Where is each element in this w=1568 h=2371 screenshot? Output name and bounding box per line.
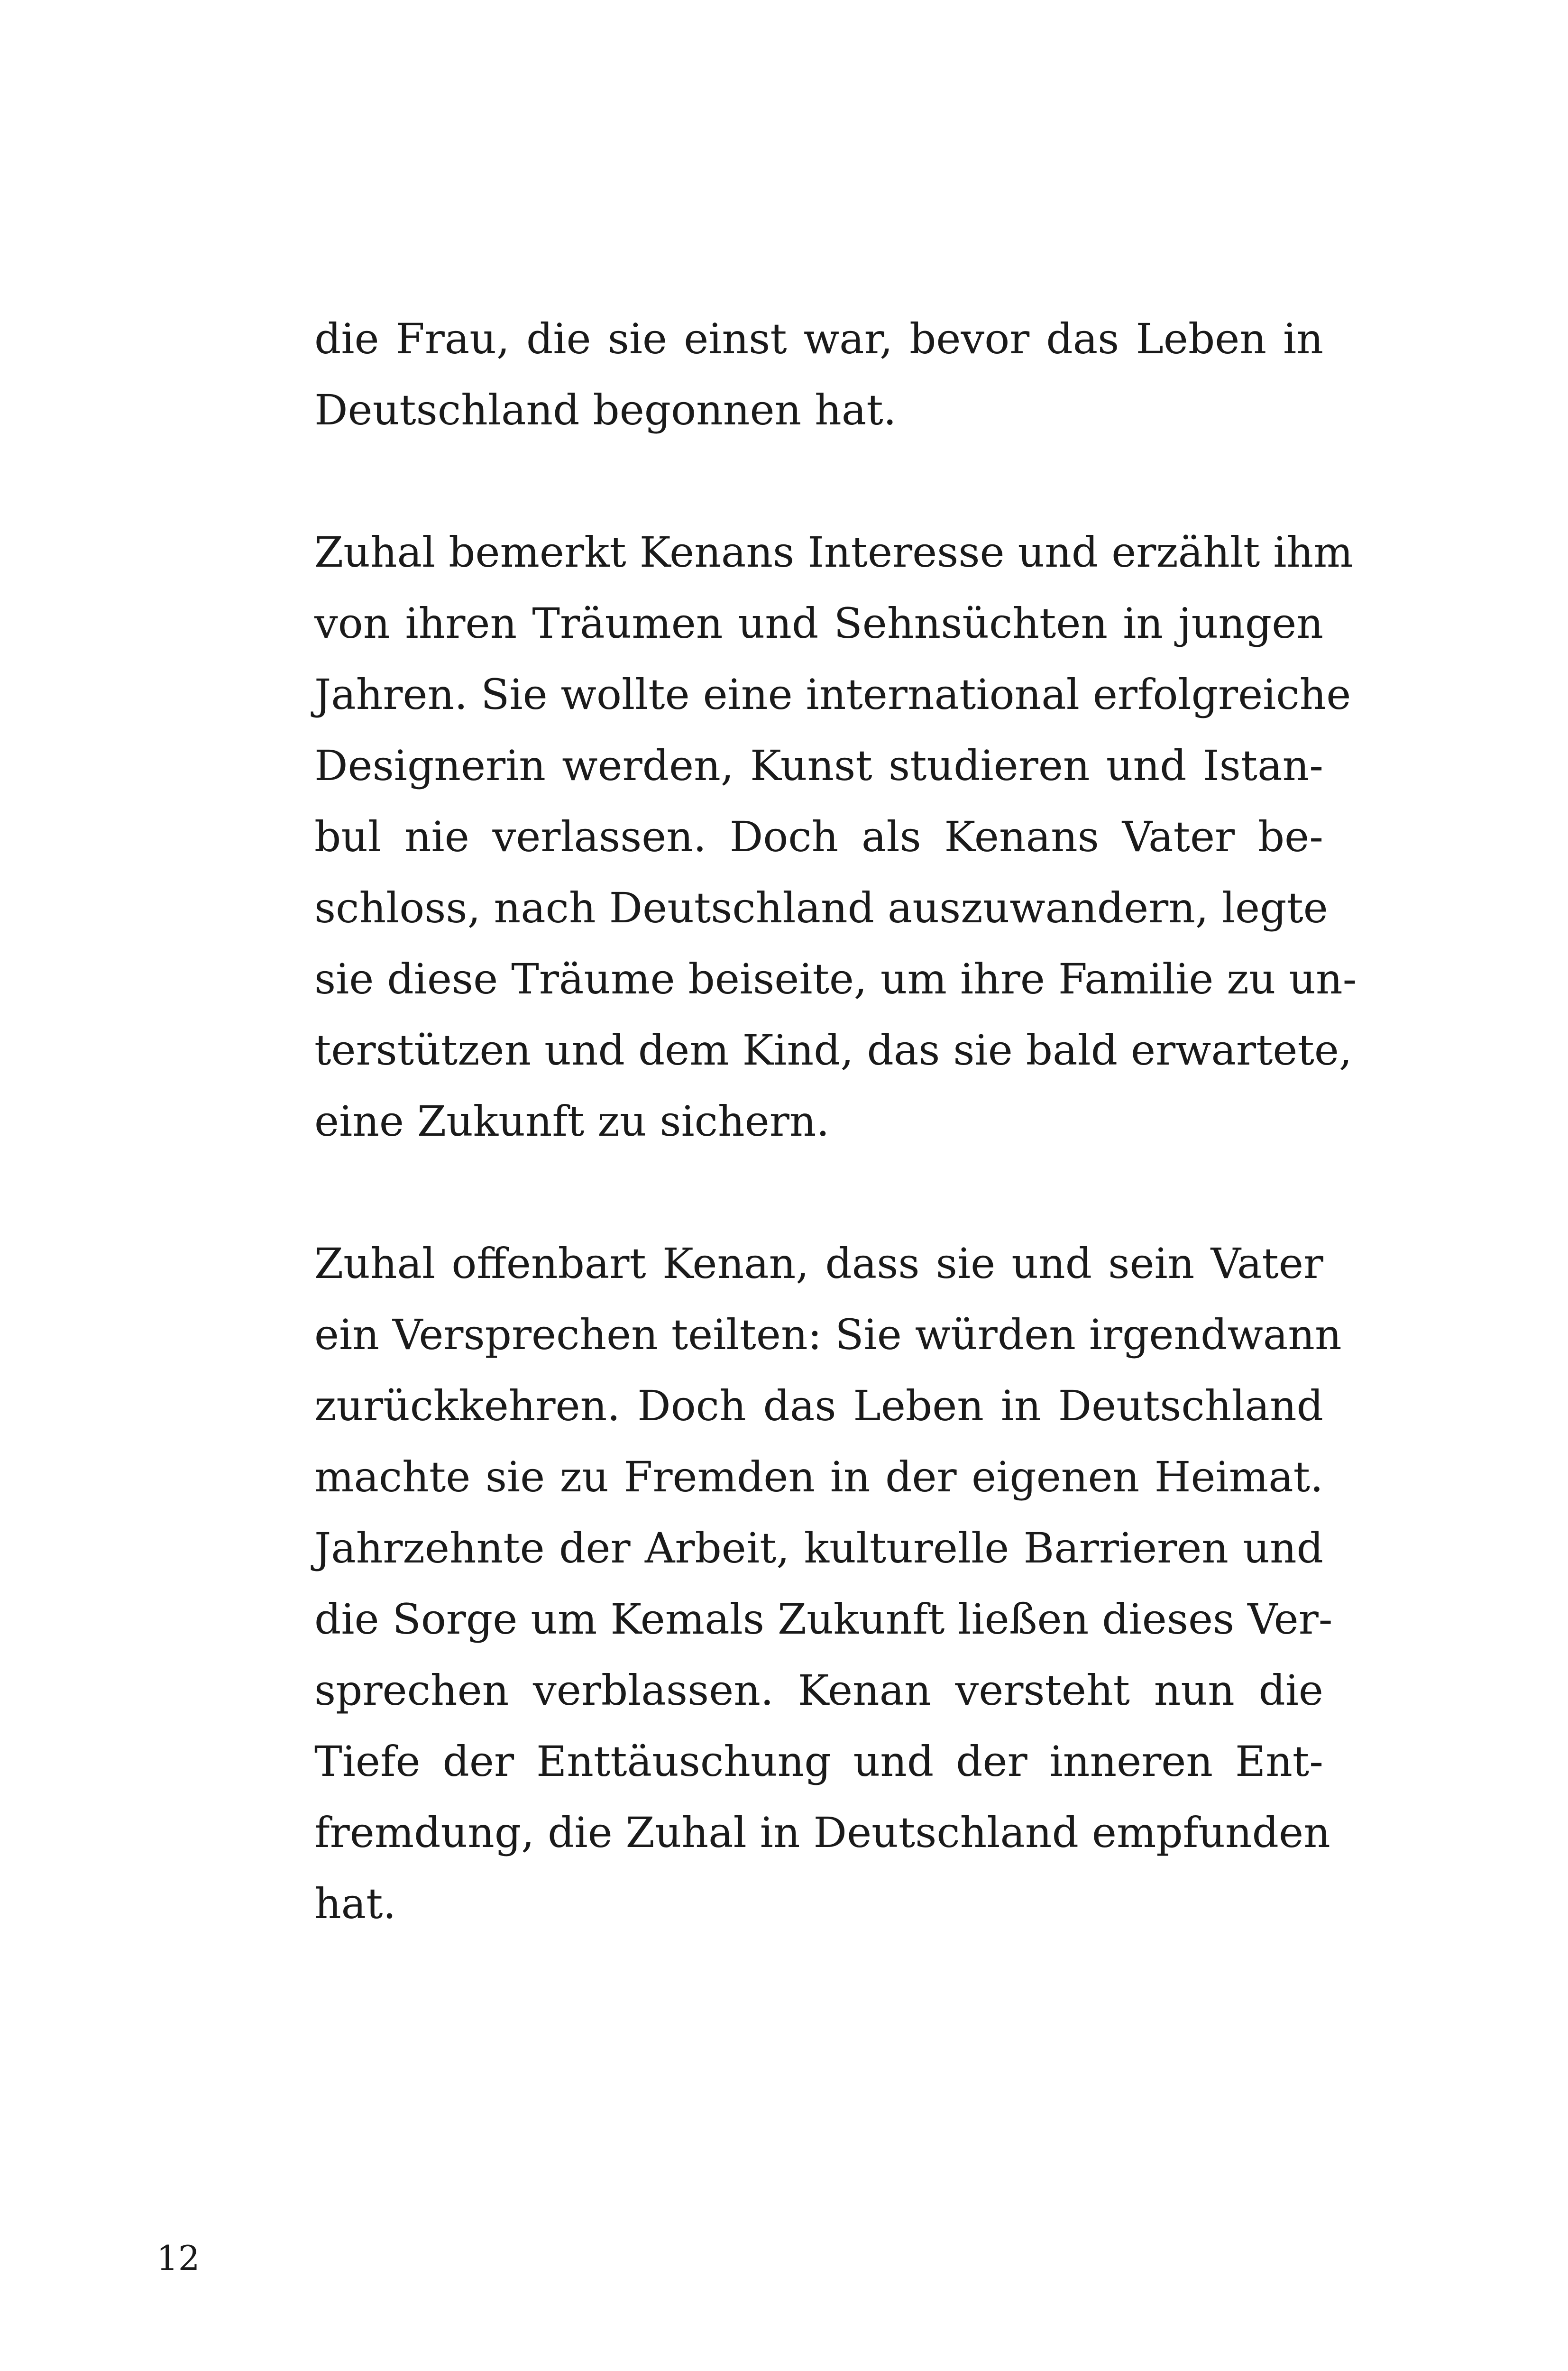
text-line: terstützen und dem Kind, das sie bald erwartete, [314, 1026, 1352, 1075]
text-line: Zuhal offenbart Kenan, dass sie und sein Vater [314, 1239, 1323, 1288]
text-line: sie diese Träume beiseite, um ihre Familie zu un- [314, 955, 1357, 1003]
text-line: eine Zukunft zu sichern. [314, 1097, 830, 1146]
text-line: Jahrzehnte der Arbeit, kulturelle Barrieren und [314, 1524, 1323, 1572]
text-line: von ihren Träumen und Sehnsüchten in jungen [314, 599, 1323, 648]
page-number: 12 [156, 2238, 200, 2278]
text-line: Tiefe der Enttäuschung und der inneren Ent- [314, 1737, 1323, 1786]
text-line: Jahren. Sie wollte eine international erfolgreiche [314, 670, 1351, 719]
text-line: die Sorge um Kemals Zukunft ließen dieses Ver- [314, 1595, 1333, 1644]
text-line: Zuhal bemerkt Kenans Interesse und erzählt ihm [314, 528, 1353, 577]
text-line: Deutschland begonnen hat. [314, 386, 897, 434]
text-line: ein Versprechen teilten: Sie würden irgendwann [314, 1310, 1342, 1359]
text-line: hat. [314, 1879, 396, 1928]
text-line: bul nie verlassen. Doch als Kenans Vater be- [314, 812, 1323, 861]
text-line: machte sie zu Fremden in der eigenen Heimat. [314, 1452, 1323, 1501]
text-line: sprechen verblassen. Kenan versteht nun die [314, 1666, 1323, 1715]
text-line: die Frau, die sie einst war, bevor das Leben in [314, 314, 1323, 363]
text-line: Designerin werden, Kunst studieren und Istan- [314, 741, 1323, 790]
text-line: fremdung, die Zuhal in Deutschland empfunden [314, 1808, 1330, 1857]
text-line: zurückkehren. Doch das Leben in Deutschland [314, 1381, 1323, 1430]
text-line: schloss, nach Deutschland auszuwandern, legte [314, 883, 1328, 932]
